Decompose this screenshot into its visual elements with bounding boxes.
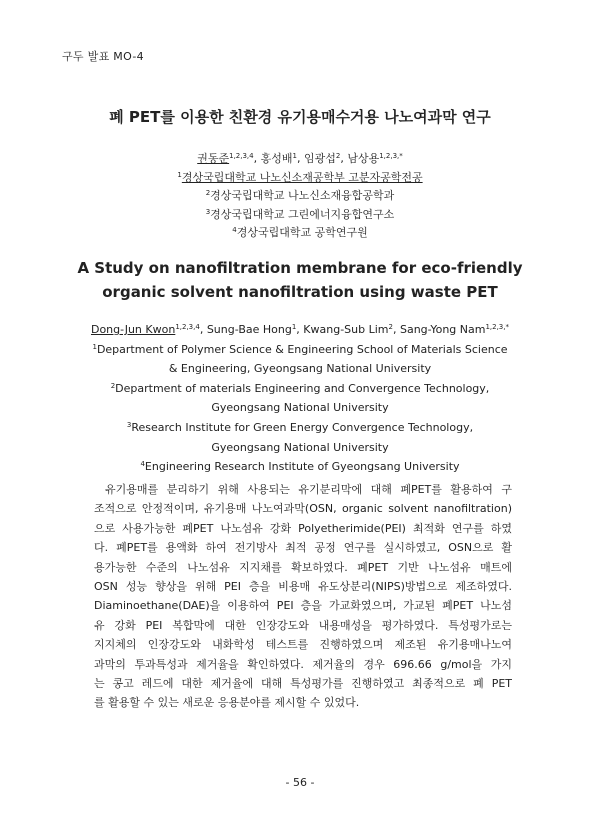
abstract-line: 조적으로 안정적이며, 유기용매 나노여과막(OSN, organic solvent nanofiltration)	[94, 502, 512, 516]
english-affiliation	[0, 379, 600, 399]
english-author-sup: 1,2,3,*	[485, 323, 509, 331]
english-affiliation	[0, 457, 600, 477]
affiliation-sup: 1	[92, 342, 97, 351]
korean-author-name: 권동준	[197, 152, 230, 165]
abstract-line: 으로 사용가능한 폐PET 나노섬유 강화 Polyetherimide(PEI) 최적화 연구를 하였	[94, 521, 512, 535]
affiliation-text: Research Institute for Green Energy Convergence Technology,	[131, 420, 474, 434]
abstract-line: OSN 성능 향상을 위해 PEI 층을 비용매 유도상분리(NIPS)방법으로 제조하였다.	[94, 580, 512, 594]
korean-author-sup: 1,2,3,4	[229, 152, 254, 160]
affiliation-text: Department of Polymer Science & Engineering School of Materials Science	[96, 342, 508, 356]
affiliation-sup: 2	[205, 189, 211, 197]
abstract-line: 용가능한 수준의 나노섬유 지지채를 확보하였다. 폐PET 기반 나노섬유 매트에	[94, 560, 512, 574]
korean-author-sup: 2	[335, 152, 341, 160]
english-title-line: organic solvent nanofiltration using waste PET	[102, 283, 498, 301]
english-author-sup: 1	[291, 323, 297, 331]
english-author-name: Sang-Yong Nam	[399, 323, 486, 336]
english-author-sup: 2	[388, 323, 393, 331]
english-author-sup: 1,2,3,4	[175, 323, 200, 331]
korean-title: 폐 PET를 이용한 친환경 유기용매수거용 나노여과막 연구	[109, 108, 491, 126]
abstract-line: 지지체의 인장강도와 내화학성 테스트를 진행하였으며 제조된 유기용매나노여	[94, 638, 512, 652]
affiliation-sup: 4	[232, 226, 237, 234]
english-affiliation: Gyeongsang National University	[211, 401, 389, 415]
korean-affiliation	[0, 187, 600, 206]
korean-author-sup: 1	[292, 152, 297, 160]
korean-author-line: 권동준$^{1,2,3,4}$, 홍성배$^1$, 임광섭$^2$, 남상용$^{1,2,3,*}$	[197, 152, 403, 165]
abstract-line: 유 강화 PEI 복합막에 대한 인장강도와 내용매성을 평가하였다. 특성평가로는	[94, 618, 512, 632]
affiliation-sup: 2	[110, 381, 116, 390]
english-affiliation: & Engineering, Gyeongsang National University	[168, 362, 432, 376]
affiliation-sup: 4	[140, 460, 145, 469]
english-affiliation	[0, 340, 600, 360]
affiliation-text: Engineering Research Institute of Gyeongsang University	[144, 460, 460, 474]
english-author-line: Dong-Jun Kwon$^{1,2,3,4}$, Sung-Bae Hong$^1$, Kwang-Sub Lim$^2$, Sang-Yong Nam$^{1,2,3,*}$	[90, 323, 509, 336]
affiliation-text: 경상국립대학교 나노신소재융합공학과	[210, 189, 395, 202]
abstract-line: 유기용매를 분리하기 위해 사용되는 유기분리막에 대해 폐PET를 활용하여 구	[105, 483, 512, 496]
affiliation-sup: 3	[126, 420, 132, 429]
abstract-line: 과막의 투과특성과 제거율을 확인하였다. 제거율의 경우 696.66 g/mol을 가지	[94, 657, 512, 671]
english-author-name: Kwang-Sub Lim	[303, 323, 389, 336]
korean-affiliation	[0, 224, 600, 243]
korean-author-name: 홍성배	[260, 152, 293, 165]
english-title-line: A Study on nanofiltration membrane for eco-friendly	[77, 259, 523, 277]
korean-author-name: 남상용	[347, 152, 380, 165]
abstract-line: 는 콩고 레드에 대한 제거율에 대해 특성평가를 진행하였고 최종적으로 폐 PET	[94, 677, 512, 691]
affiliation-text: 경상국립대학교 나노신소재공학부 고분자공학전공	[181, 170, 423, 184]
korean-author-block	[0, 150, 600, 243]
affiliation-sup: 3	[205, 207, 211, 216]
abstract-line: 를 활용할 수 있는 새로운 응용분야를 제시할 수 있었다.	[94, 696, 360, 710]
korean-affiliation	[0, 169, 600, 188]
affiliation-text: 경상국립대학교 공학연구원	[236, 226, 368, 239]
english-author-block	[0, 320, 600, 477]
english-author-name: Dong-Jun Kwon	[90, 323, 176, 336]
korean-author-name: 임광섭	[303, 152, 336, 165]
affiliation-sup: 1	[177, 170, 182, 179]
affiliation-text: Department of materials Engineering and Convergence Technology,	[115, 381, 490, 395]
english-affiliation: Gyeongsang National University	[211, 440, 389, 454]
affiliation-text: 경상국립대학교 그린에너지융합연구소	[210, 207, 395, 221]
english-title	[0, 256, 600, 304]
abstract-line: Diaminoethane(DAE)을 이용하여 PEI 층을 가교화였으며, 가교된 폐PET 나노섬	[94, 599, 512, 613]
page-number: - 56 -	[285, 776, 315, 789]
abstract-line: 다. 폐PET를 용액화 하여 전기방사 최적 공정 연구를 실시하였고, OSN으로 활	[94, 541, 512, 555]
english-affiliation	[0, 418, 600, 438]
session-label: 구두 발표 MO-4	[62, 50, 144, 63]
english-author-name: Sung-Bae Hong	[206, 323, 292, 336]
korean-author-sup: 1,2,3,*	[379, 152, 403, 160]
abstract-body	[94, 480, 512, 713]
korean-affiliation	[0, 206, 600, 225]
